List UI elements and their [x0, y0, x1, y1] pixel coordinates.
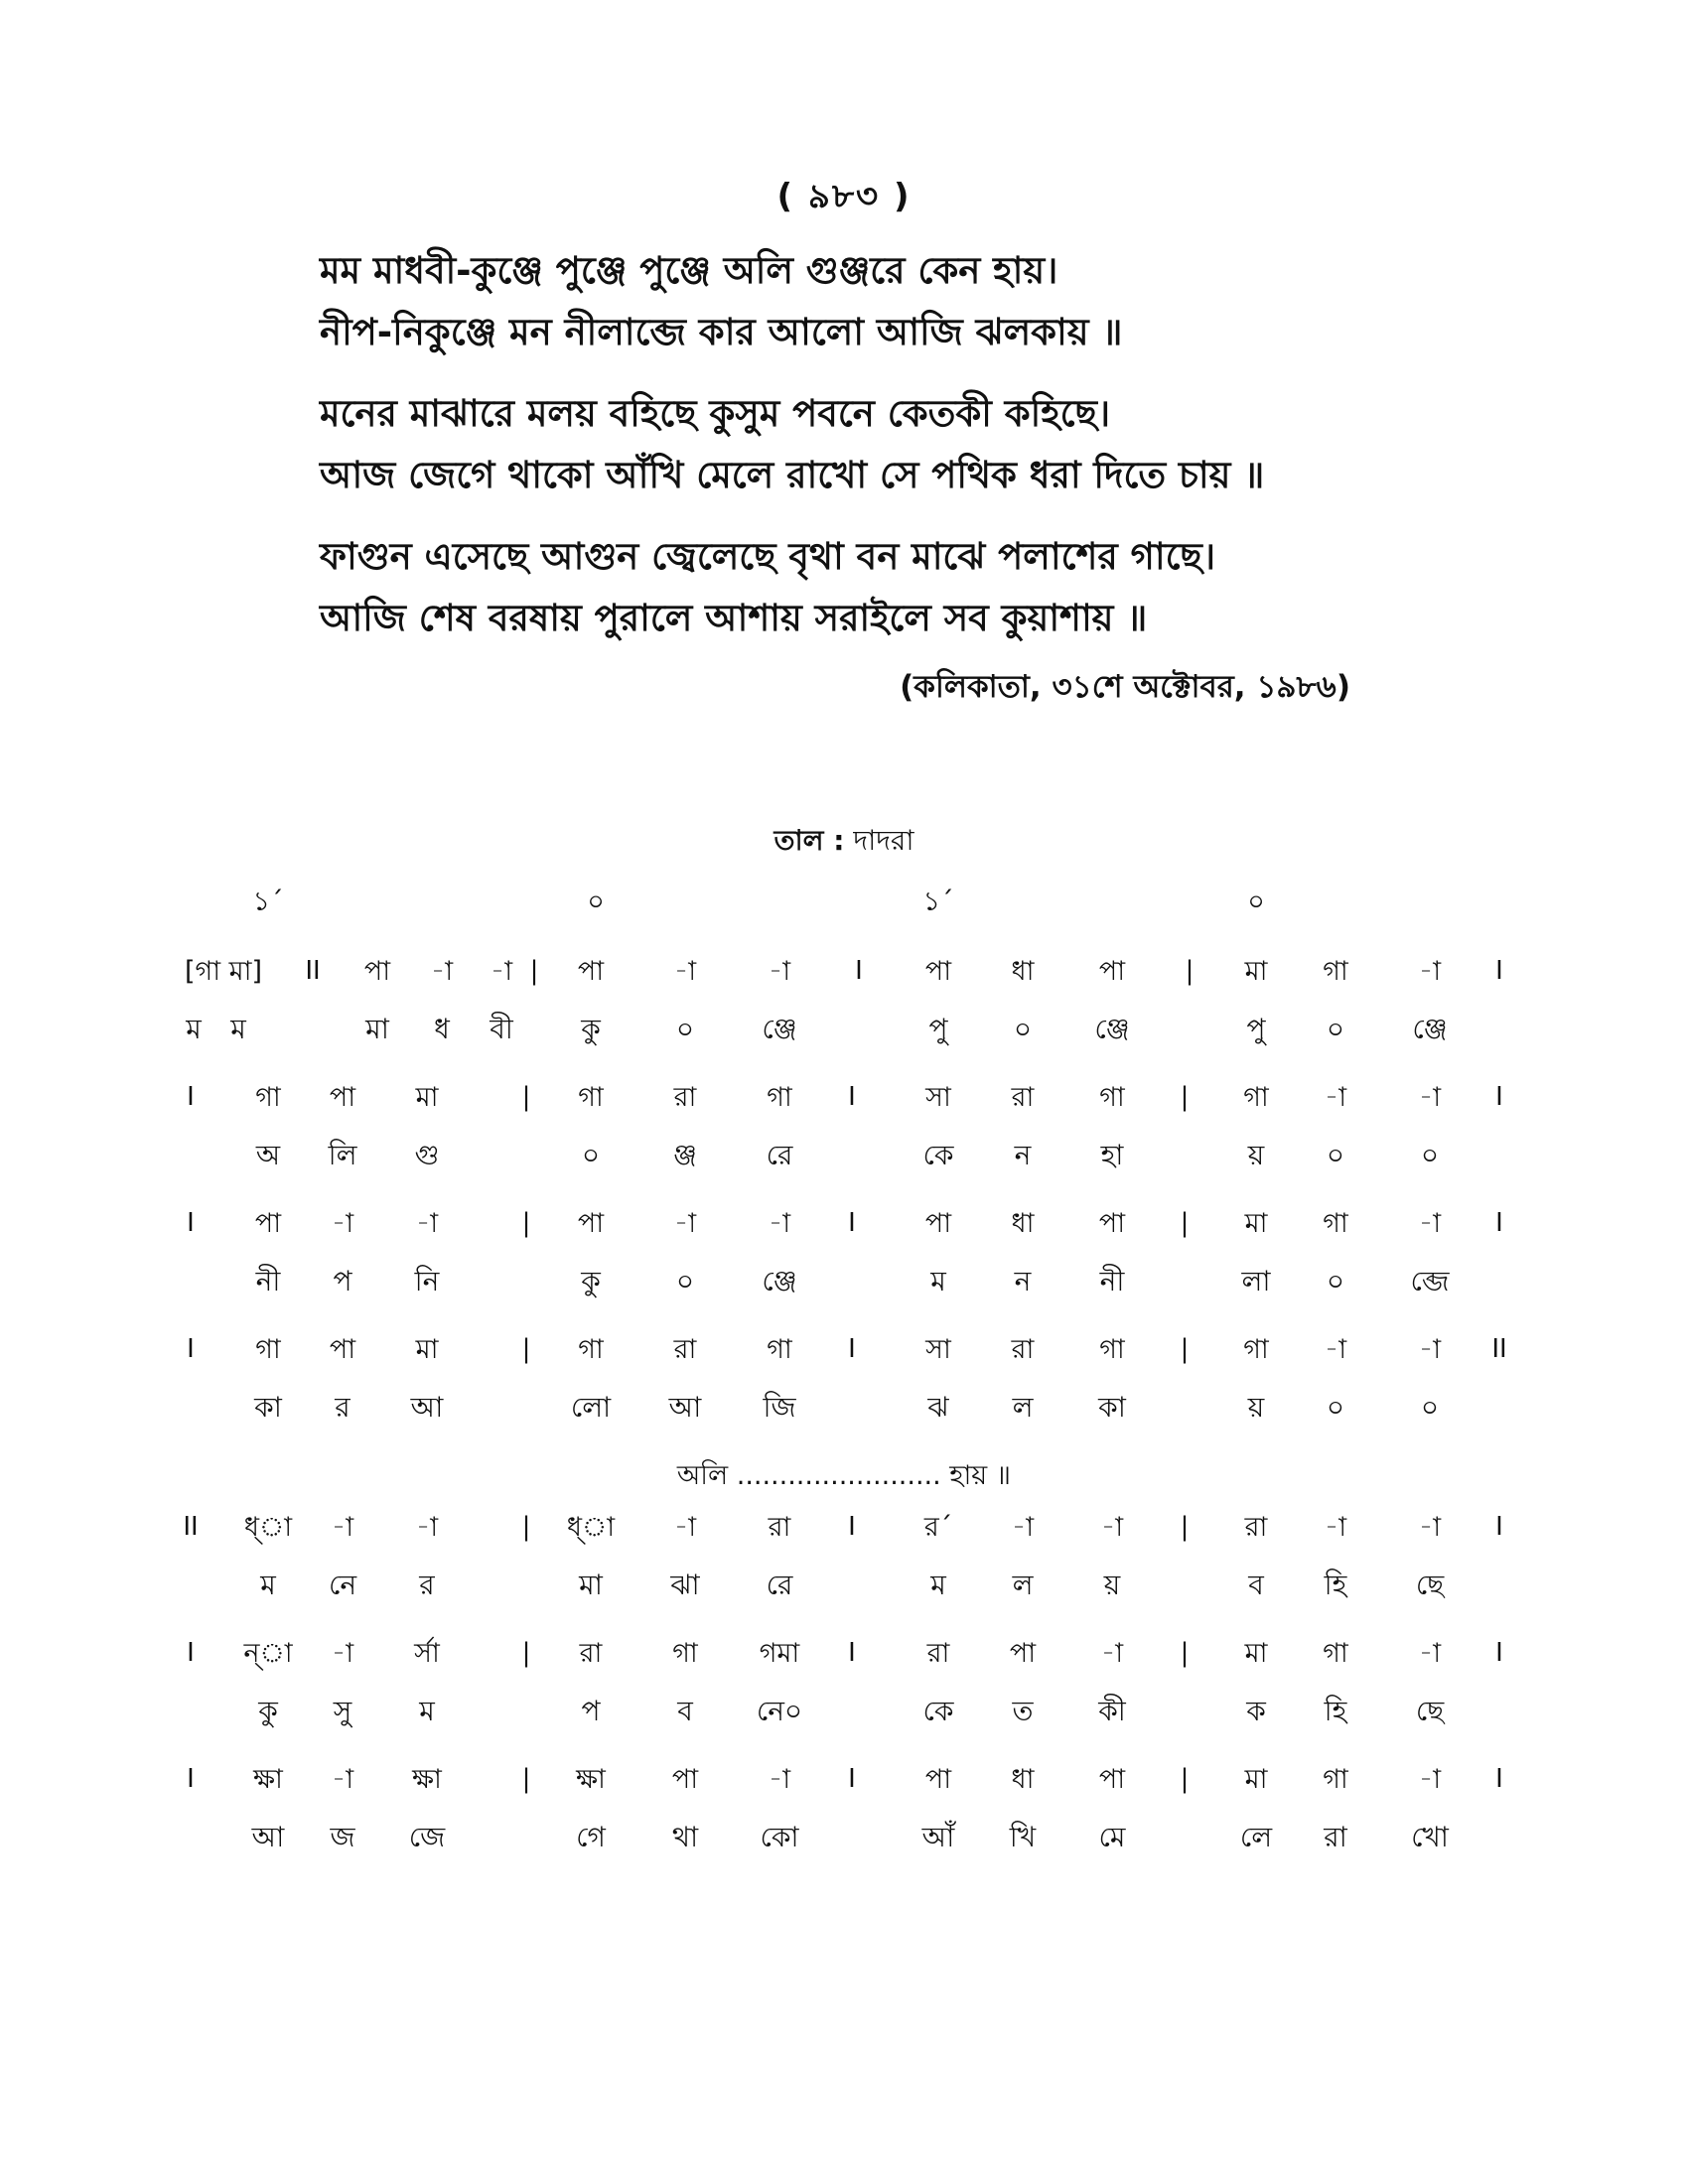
swara-note: -া: [768, 1764, 791, 1795]
lyric-syllable: ল: [1012, 1391, 1034, 1424]
lyric-syllable: কে: [922, 1695, 954, 1727]
swara-note: র´: [923, 1512, 953, 1543]
lyric-syllable: ঞ্জে: [1094, 1013, 1130, 1045]
bar-line: |: [1185, 956, 1195, 986]
swara-note: পা: [924, 1764, 952, 1795]
bar-line: |: [521, 1082, 531, 1112]
bar-line-start: I: [187, 1764, 195, 1794]
swara-note: গা: [1323, 1638, 1348, 1669]
bar-line: |: [1180, 1334, 1190, 1364]
lyric-syllable: নি: [414, 1265, 440, 1297]
swara-note: ধা: [1011, 956, 1035, 987]
swara-note: গা: [1323, 1208, 1348, 1239]
swara-note: -া: [430, 956, 454, 987]
bar-line: |: [1180, 1638, 1190, 1668]
lyric-syllable: রে: [766, 1569, 793, 1601]
swara-note: পা: [577, 956, 605, 987]
lyric-syllable: ল: [1012, 1569, 1034, 1601]
lyric-line: মনের মাঝারে মলয় বহিছে কুসুম পবনে কেতকী কহিছে।: [320, 392, 1111, 435]
bar-line: I: [855, 956, 863, 986]
bar-line-end: I: [1495, 1512, 1503, 1542]
lead-in-swara: [গা মা]: [185, 956, 262, 987]
beat-marker: ০: [1247, 887, 1265, 917]
lyric-syllable: নে০: [756, 1695, 803, 1727]
bar-line: |: [521, 1764, 531, 1794]
lyric-syllable: লি: [328, 1139, 357, 1171]
swara-note: মা: [415, 1334, 439, 1365]
swara-note: -া: [768, 1208, 791, 1239]
lyric-syllable: আ: [410, 1391, 444, 1424]
swara-note: র্সা: [414, 1638, 440, 1669]
bar-line: |: [521, 1208, 531, 1238]
swara-note: রা: [768, 1512, 791, 1543]
bar-line-start: I: [187, 1638, 195, 1668]
swara-note: -া: [331, 1638, 354, 1669]
lyric-syllable: লো: [570, 1391, 612, 1424]
swara-note: মা: [1244, 1208, 1268, 1239]
swara-note: -া: [1100, 1638, 1124, 1669]
swara-note: গা: [255, 1082, 281, 1113]
bar-line-start: II: [183, 1512, 199, 1542]
lyric-syllable: ০: [581, 1139, 601, 1171]
swara-note: ধা: [1011, 1764, 1035, 1795]
swara-note: পা: [577, 1208, 605, 1239]
swara-note: -া: [415, 1208, 439, 1239]
swara-note: -া: [490, 956, 513, 987]
swara-note: -া: [331, 1208, 354, 1239]
bar-line: I: [848, 1334, 856, 1364]
swara-note: ক্ষা: [576, 1764, 606, 1795]
swara-note: -া: [1418, 956, 1442, 987]
swara-note: পা: [1098, 956, 1126, 987]
swara-note: রা: [673, 1082, 697, 1113]
lyric-syllable: ব: [1248, 1569, 1264, 1601]
swara-note: -া: [1418, 1512, 1442, 1543]
swara-note: গা: [1323, 1764, 1348, 1795]
lyric-line: নীপ-নিকুঞ্জে মন নীলাব্জে কার আলো আজি ঝলকায় ॥: [320, 311, 1123, 353]
swara-note: -া: [673, 1512, 697, 1543]
bar-line-end: I: [1495, 1082, 1503, 1112]
swara-note: পা: [363, 956, 391, 987]
swara-note: গা: [1099, 1334, 1125, 1365]
bar-line: |: [529, 956, 539, 986]
lyric-line: আজ জেগে থাকো আঁখি মেলে রাখো সে পথিক ধরা দিতে চায় ॥: [320, 454, 1265, 496]
swara-note: রা: [673, 1334, 697, 1365]
bar-line: |: [521, 1512, 531, 1542]
lyric-syllable: কো: [760, 1821, 799, 1853]
bar-line-start: II: [305, 956, 321, 986]
lyric-syllable: জ: [330, 1821, 355, 1853]
lyric-syllable: ঞ্জে: [1412, 1013, 1448, 1045]
beat-marker: ১´: [252, 887, 284, 917]
lyric-syllable: ০: [1420, 1139, 1440, 1171]
swara-note: -া: [1324, 1334, 1347, 1365]
lyric-line: মম মাধবী-কুঞ্জে পুঞ্জে পুঞ্জে অলি গুঞ্জরে কেন হায়।: [320, 249, 1058, 292]
swara-note: গা: [578, 1082, 604, 1113]
lyric-syllable: রা: [1324, 1821, 1347, 1853]
lyric-syllable: পু: [928, 1013, 948, 1045]
swara-note: গা: [1099, 1082, 1125, 1113]
lyric-syllable: খো: [1411, 1821, 1449, 1853]
lyric-syllable: ম: [260, 1569, 276, 1601]
lyric-syllable: আ: [668, 1391, 702, 1424]
lyric-syllable: জি: [763, 1391, 796, 1424]
swara-note: ধা: [1011, 1208, 1035, 1239]
lyric-syllable: থা: [671, 1821, 699, 1853]
swara-note: সা: [925, 1334, 951, 1365]
swara-note: -া: [415, 1512, 439, 1543]
swara-note: ক্ষা: [412, 1764, 442, 1795]
tala-name: দাদরা: [853, 824, 914, 857]
swara-note: -া: [673, 1208, 697, 1239]
bar-line-start: I: [187, 1334, 195, 1364]
lyric-syllable: লা: [1241, 1265, 1271, 1297]
lyric-syllable: সু: [333, 1695, 352, 1727]
lyric-syllable: ব: [677, 1695, 693, 1727]
lyric-syllable: হি: [1324, 1569, 1347, 1601]
swara-note: পা: [329, 1082, 356, 1113]
lyric-syllable: বী: [490, 1013, 513, 1045]
lyric-line: ফাগুন এসেছে আগুন জ্বেলেছে বৃথা বন মাঝে পলাশের গাছে।: [320, 535, 1216, 578]
lyric-syllable: পু: [1246, 1013, 1266, 1045]
lyric-syllable: খি: [1009, 1821, 1037, 1853]
bar-line: I: [848, 1638, 856, 1668]
lyric-syllable: কু: [581, 1265, 601, 1297]
lyric-syllable: ন: [1014, 1265, 1032, 1297]
swara-note: রা: [926, 1638, 950, 1669]
lyric-syllable: নী: [1099, 1265, 1125, 1297]
swara-note: গমা: [759, 1638, 800, 1669]
lyric-syllable: র: [335, 1391, 351, 1424]
bar-line: |: [521, 1334, 531, 1364]
swara-note: রা: [1011, 1082, 1035, 1113]
lyric-syllable: রে: [766, 1139, 793, 1171]
swara-note: গা: [578, 1334, 604, 1365]
swara-note: পা: [254, 1208, 282, 1239]
swara-note: পা: [1098, 1208, 1126, 1239]
tala-label: তাল :: [774, 824, 845, 857]
lyric-syllable: প: [333, 1265, 352, 1297]
swara-note: -া: [1011, 1512, 1035, 1543]
swara-note: গা: [1243, 1334, 1269, 1365]
swara-note: রা: [579, 1638, 603, 1669]
swara-note: রা: [1244, 1512, 1268, 1543]
lyric-syllable: ছে: [1415, 1695, 1445, 1727]
beat-marker: ০: [587, 887, 605, 917]
bar-line: |: [1180, 1082, 1190, 1112]
page-number: ( ৯৮৩ ): [776, 177, 912, 216]
bar-line-end: I: [1495, 1638, 1503, 1668]
lyric-syllable: কু: [258, 1695, 278, 1727]
bar-line: |: [1180, 1764, 1190, 1794]
lyric-syllable: হা: [1100, 1139, 1124, 1171]
swara-note: -া: [1418, 1082, 1442, 1113]
lyric-syllable: ০: [1326, 1013, 1345, 1045]
swara-note: গা: [767, 1082, 792, 1113]
lyric-syllable: ন: [1014, 1139, 1032, 1171]
lyric-syllable: ঞ্জ: [673, 1139, 697, 1171]
swara-note: ধ্া: [566, 1512, 616, 1543]
lyric-line: আজি শেষ বরষায় পুরালে আশায় সরাইলে সব কুয়াশায় ॥: [320, 597, 1148, 639]
lyric-syllable: ঝ: [927, 1391, 949, 1424]
bar-line-end: II: [1491, 1334, 1507, 1364]
lyric-syllable: ব্জে: [1410, 1265, 1450, 1297]
beat-marker: ১´: [922, 887, 954, 917]
bar-line-start: I: [187, 1208, 195, 1238]
bar-line: |: [1180, 1208, 1190, 1238]
swara-note: গা: [1323, 956, 1348, 987]
swara-note: -া: [1324, 1082, 1347, 1113]
swara-note: -া: [1418, 1638, 1442, 1669]
bar-line-start: I: [187, 1082, 195, 1112]
swara-note: -া: [1418, 1334, 1442, 1365]
bar-line-end: I: [1495, 956, 1503, 986]
lyric-syllable: গু: [414, 1139, 440, 1171]
lyric-syllable: কু: [581, 1013, 601, 1045]
lyric-syllable: মা: [579, 1569, 603, 1601]
swara-note: মা: [1244, 956, 1268, 987]
bar-line: |: [521, 1638, 531, 1668]
lyric-syllable: আঁ: [921, 1821, 955, 1853]
lyric-syllable: য়: [1103, 1569, 1121, 1601]
swara-note: -া: [331, 1764, 354, 1795]
lyric-syllable: ০: [1326, 1139, 1345, 1171]
swara-note: মা: [1244, 1764, 1268, 1795]
lyric-syllable: য়: [1247, 1139, 1265, 1171]
lyric-syllable: ০: [1420, 1391, 1440, 1424]
lyric-syllable: কা: [1098, 1391, 1126, 1424]
swara-note: -া: [1418, 1208, 1442, 1239]
swara-note: -া: [1418, 1764, 1442, 1795]
bar-line-end: I: [1495, 1764, 1503, 1794]
source-note: (কলিকাতা, ৩১শে অক্টোবর, ১৯৮৬): [900, 669, 1350, 705]
lyric-syllable: ছে: [1415, 1569, 1445, 1601]
lyric-syllable: ম: [930, 1569, 946, 1601]
swara-note: পা: [924, 1208, 952, 1239]
swara-note: -া: [1324, 1512, 1347, 1543]
swara-note: মা: [415, 1082, 439, 1113]
lyric-syllable: য়: [1247, 1391, 1265, 1424]
swara-note: মা: [1244, 1638, 1268, 1669]
bar-line: I: [848, 1208, 856, 1238]
lyric-syllable: প: [581, 1695, 601, 1727]
swara-note: গা: [1243, 1082, 1269, 1113]
swara-note: রা: [1011, 1334, 1035, 1365]
bar-line: |: [1180, 1512, 1190, 1542]
lyric-syllable: নে: [328, 1569, 357, 1601]
swara-note: ক্ষা: [253, 1764, 283, 1795]
lyric-syllable: ০: [1326, 1391, 1345, 1424]
lyric-syllable: জে: [408, 1821, 446, 1853]
swara-note: ন্া: [243, 1638, 293, 1669]
lyric-syllable: ০: [675, 1013, 695, 1045]
lyric-syllable: লে: [1239, 1821, 1273, 1853]
ornament-line: অলি ........................ হায় ॥: [676, 1460, 1012, 1491]
lyric-syllable: আ: [251, 1821, 285, 1853]
swara-note: গা: [767, 1334, 792, 1365]
lyric-syllable: নী: [255, 1265, 281, 1297]
swara-note: গা: [255, 1334, 281, 1365]
swara-note: ধ্া: [243, 1512, 293, 1543]
lyric-syllable: ক: [1246, 1695, 1266, 1727]
swara-note: গা: [672, 1638, 698, 1669]
lyric-syllable: ম: [419, 1695, 435, 1727]
swara-note: পা: [329, 1334, 356, 1365]
swara-note: -া: [673, 956, 697, 987]
lyric-syllable: কী: [1098, 1695, 1126, 1727]
lyric-syllable: র: [419, 1569, 435, 1601]
lead-in-lyric: ম: [230, 1013, 246, 1045]
bar-line-end: I: [1495, 1208, 1503, 1238]
lyric-syllable: অ: [255, 1139, 281, 1171]
swara-note: পা: [671, 1764, 699, 1795]
bar-line: I: [848, 1512, 856, 1542]
swara-note: পা: [1009, 1638, 1037, 1669]
swara-note: -া: [1100, 1512, 1124, 1543]
lyric-syllable: ০: [1013, 1013, 1033, 1045]
swara-note: -া: [768, 956, 791, 987]
lyric-syllable: ম: [930, 1265, 946, 1297]
lyric-syllable: ঞ্জে: [762, 1013, 797, 1045]
swara-note: -া: [331, 1512, 354, 1543]
lyric-syllable: ০: [1326, 1265, 1345, 1297]
lyric-syllable: গে: [576, 1821, 606, 1853]
swara-note: পা: [1098, 1764, 1126, 1795]
lyric-syllable: ত: [1012, 1695, 1034, 1727]
lyric-syllable: ০: [675, 1265, 695, 1297]
lyric-syllable: হি: [1324, 1695, 1347, 1727]
lyric-syllable: কে: [922, 1139, 954, 1171]
lyric-syllable: মে: [1098, 1821, 1126, 1853]
bar-line: I: [848, 1082, 856, 1112]
swara-note: সা: [925, 1082, 951, 1113]
lyric-syllable: ঝা: [670, 1569, 700, 1601]
lead-in-lyric: ম: [186, 1013, 202, 1045]
swara-note: পা: [924, 956, 952, 987]
lyric-syllable: ধ: [434, 1013, 450, 1045]
bar-line: I: [848, 1764, 856, 1794]
lyric-syllable: ঞ্জে: [762, 1265, 797, 1297]
lyric-syllable: মা: [365, 1013, 389, 1045]
lyric-syllable: কা: [254, 1391, 282, 1424]
